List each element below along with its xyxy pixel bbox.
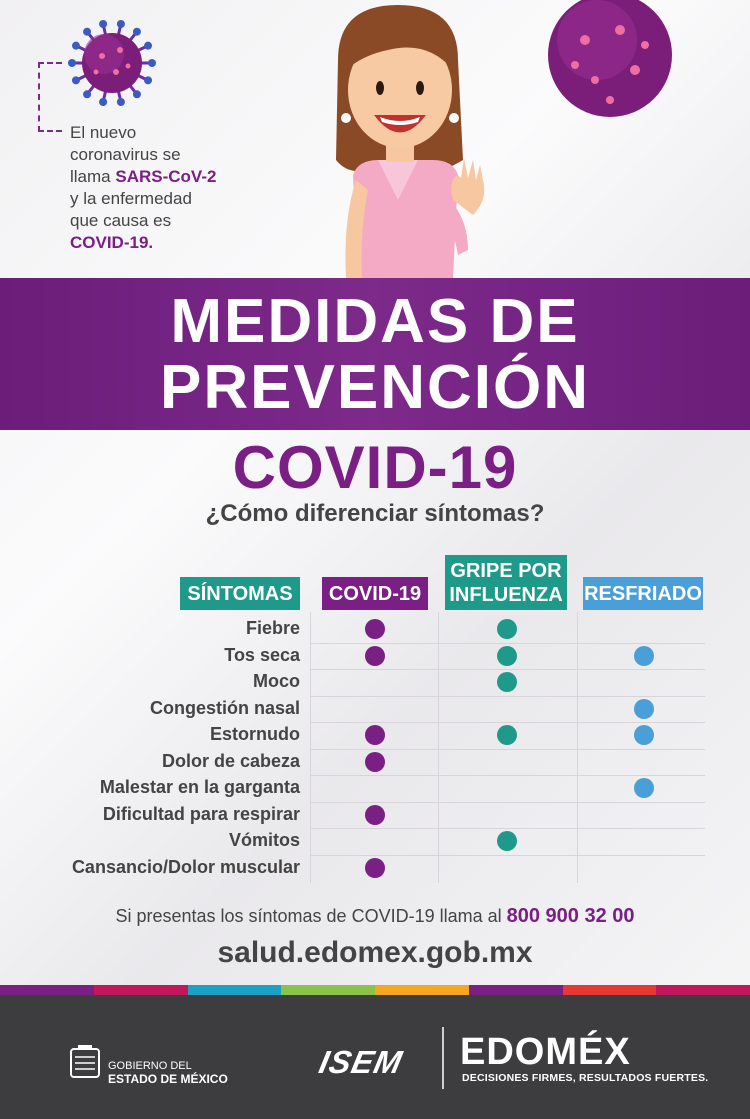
header-flu	[445, 555, 567, 610]
intro-line: coronavirus se	[70, 145, 181, 164]
table-column-divider	[438, 612, 439, 883]
cold-symptom-dot	[634, 699, 654, 719]
table-row-divider	[310, 722, 705, 723]
edomex-tagline: DECISIONES FIRMES, RESULTADOS FUERTES.	[462, 1072, 709, 1084]
intro-text	[70, 122, 300, 254]
gobierno-line2: ESTADO DE MÉXICO	[108, 1072, 228, 1086]
table-row-divider	[310, 749, 705, 750]
color-strip-segment	[563, 985, 657, 995]
edomex-logo: EDOMÉX	[460, 1031, 631, 1073]
footer-note-text: Si presentas los síntomas de COVID-19 llama al	[115, 906, 507, 926]
covid-symptom-dot	[365, 805, 385, 825]
website-url[interactable]: salud.edomex.gob.mx	[217, 936, 533, 969]
coronavirus-icon	[66, 20, 158, 106]
color-strip-segment	[281, 985, 375, 995]
virus-name: SARS-CoV-2	[115, 167, 217, 186]
flu-symptom-dot	[497, 831, 517, 851]
footer-note	[0, 905, 750, 928]
question-heading: ¿Cómo diferenciar síntomas?	[205, 500, 545, 527]
covid-symptom-dot	[365, 858, 385, 878]
intro-line: que causa es	[70, 211, 172, 230]
flu-symptom-dot	[497, 725, 517, 745]
symptom-label: Moco	[253, 671, 300, 691]
cold-symptom-dot	[634, 646, 654, 666]
footer-divider	[442, 1027, 444, 1089]
intro-line-prefix: llama	[70, 167, 116, 186]
cold-symptom-dot	[634, 778, 654, 798]
symptom-label: Cansancio/Dolor muscular	[71, 856, 300, 877]
coronavirus-icon	[515, 0, 705, 130]
covid-symptom-dot	[365, 752, 385, 772]
header-symptoms: SÍNTOMAS	[180, 577, 300, 610]
table-row-divider	[310, 802, 705, 803]
color-strip-segment	[0, 985, 94, 995]
intro-bracket	[38, 62, 62, 132]
color-strip-segment	[656, 985, 750, 995]
color-strip	[0, 985, 750, 995]
table-row-divider	[310, 669, 705, 670]
banner-title-line1: MEDIDAS DE	[170, 287, 580, 356]
cold-symptom-dot	[634, 725, 654, 745]
symptom-label: Estornudo	[210, 724, 300, 744]
title-banner	[0, 278, 750, 430]
symptom-label: Fiebre	[245, 618, 300, 638]
symptom-label: Tos seca	[224, 644, 300, 665]
flu-symptom-dot	[497, 619, 517, 639]
gobierno-line1: GOBIERNO DEL	[108, 1060, 192, 1072]
covid-symptom-dot	[365, 619, 385, 639]
phone-number[interactable]: 800 900 32 00	[506, 905, 635, 927]
table-row-divider	[310, 775, 705, 776]
disease-name: COVID-19.	[70, 233, 154, 252]
table-row-divider	[310, 643, 705, 644]
color-strip-segment	[469, 985, 563, 995]
banner-title-line2: PREVENCIÓN	[160, 353, 590, 422]
table-row-divider	[310, 828, 705, 829]
header-flu-line2: INFLUENZA	[449, 583, 563, 606]
table-column-divider	[310, 612, 311, 883]
color-strip-segment	[375, 985, 469, 995]
table-column-divider	[577, 612, 578, 883]
intro-line	[70, 166, 300, 188]
symptom-label: Malestar en la garganta	[99, 777, 300, 797]
symptom-label: Vómitos	[228, 830, 300, 850]
color-strip-segment	[94, 985, 188, 995]
symptom-label: Dificultad para respirar	[102, 803, 300, 824]
intro-line: y la enfermedad	[70, 189, 192, 208]
symptom-label: Dolor de cabeza	[161, 750, 300, 771]
covid-symptom-dot	[365, 646, 385, 666]
gobierno-text	[108, 1060, 228, 1087]
flu-symptom-dot	[497, 672, 517, 692]
symptom-label: Congestión nasal	[149, 697, 300, 718]
header-covid: COVID-19	[322, 577, 428, 610]
isem-logo: ISEM	[316, 1044, 406, 1080]
header-cold: RESFRIADO	[583, 577, 703, 610]
table-row-divider	[310, 855, 705, 856]
table-row-divider	[310, 696, 705, 697]
woman-waving-illustration	[318, 0, 498, 278]
color-strip-segment	[188, 985, 282, 995]
covid-title: COVID-19	[232, 434, 518, 501]
covid-symptom-dot	[365, 725, 385, 745]
header-flu-line1: GRIPE POR	[450, 559, 562, 582]
estado-de-mexico-seal-icon	[68, 1043, 102, 1081]
intro-line: El nuevo	[70, 123, 137, 142]
flu-symptom-dot	[497, 646, 517, 666]
